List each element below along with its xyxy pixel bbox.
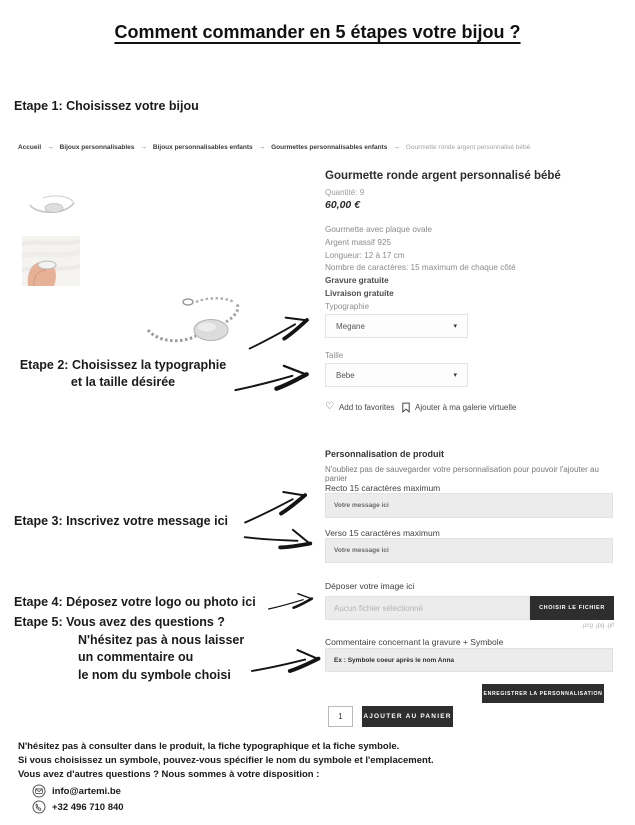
step5-label: [14, 614, 244, 684]
add-to-cart-label: AJOUTER AU PANIER: [363, 713, 452, 720]
product-details: [325, 224, 516, 301]
detail-line: Nombre de caractères: 15 maximum de chaque côté: [325, 263, 516, 273]
product-quantity-label: Quantité: 9: [325, 188, 365, 197]
page-title: [0, 22, 635, 43]
arrow-icon-step3-verso: [242, 514, 321, 561]
bracelet-main-image: [138, 290, 256, 348]
bracelet-thumb-image: [24, 187, 80, 221]
detail-line: Longueur: 12 à 17 cm: [325, 250, 405, 260]
typography-label: Typographie: [325, 302, 370, 311]
footer-line1: N'hésitez pas à consulter dans le produit, la fiche typographique et la fiche symbole.: [18, 741, 400, 752]
product-thumbnail-baby-photo[interactable]: [22, 236, 80, 286]
chevron-down-icon: ▾: [453, 372, 457, 379]
step3-label: Etape 3: Inscrivez votre message ici: [14, 514, 228, 528]
product-main-image[interactable]: [138, 290, 256, 348]
step2-line2: et la taille désirée: [70, 375, 176, 389]
step5-line2: N'hésitez pas à nous laisser: [78, 632, 245, 647]
save-personalization-label: ENREGISTRER LA PERSONNALISATION: [483, 690, 603, 697]
bookmark-icon: [402, 402, 410, 413]
step5-line3: un commentaire ou: [78, 650, 194, 664]
breadcrumb-separator-icon: →: [393, 144, 400, 151]
breadcrumb-item-bijoux-enfants[interactable]: Bijoux personnalisables enfants: [152, 144, 253, 151]
add-to-gallery-button[interactable]: [402, 402, 516, 413]
arrow-icon-step5-comment: [250, 647, 326, 676]
page-title-text: Comment commander en 5 étapes votre bijou ?: [114, 22, 521, 42]
arrow-icon-step2-size: [232, 362, 315, 396]
typography-selected-value: Megane: [336, 321, 365, 331]
product-title: Gourmette ronde argent personnalisé bébé: [325, 170, 561, 182]
breadcrumb-separator-icon: →: [140, 144, 147, 151]
arrow-icon-step3-recto: [238, 482, 317, 527]
quantity-input[interactable]: [328, 706, 353, 727]
verso-label: Verso 15 caractères maximum: [325, 528, 440, 538]
add-to-favorites-button[interactable]: [325, 402, 395, 412]
choose-file-button[interactable]: [530, 596, 614, 620]
breadcrumb-separator-icon: →: [47, 144, 54, 151]
comment-input[interactable]: [325, 648, 613, 672]
breadcrumb-item-gourmettes-enfants[interactable]: Gourmettes personnalisables enfants: [271, 144, 388, 151]
phone-text: +32 496 710 840: [52, 801, 124, 813]
save-personalization-button[interactable]: [482, 684, 604, 703]
choose-file-label: CHOISIR LE FICHIER: [539, 605, 605, 611]
step1-label: Etape 1: Choisissez votre bijou: [14, 99, 199, 113]
arrow-icon-step4-upload: [267, 591, 318, 613]
breadcrumb-current: Gourmette ronde argent personnalisé bébé: [405, 144, 531, 151]
chevron-down-icon: ▾: [453, 323, 457, 330]
size-select[interactable]: [325, 363, 468, 387]
personalization-title: Personnalisation de produit: [325, 449, 445, 459]
step2-line1: Etape 2: Choisissez la typographie: [19, 358, 227, 372]
breadcrumb-separator-icon: →: [258, 144, 266, 151]
footer-line2: Si vous choisissez un symbole, pouvez-vous spécifier le nom du symbole et l'emplacement.: [18, 755, 434, 766]
baby-photo-image: [22, 236, 80, 286]
breadcrumb-item-bijoux-personnalisables[interactable]: Bijoux personnalisables: [59, 144, 135, 151]
comment-label: Commentaire concernant la gravure + Symbole: [325, 637, 504, 647]
personalization-subtitle: N'oubliez pas de sauvegarder votre personnalisation pour pouvoir l'ajouter au panier: [325, 465, 599, 483]
gallery-label: Ajouter à ma galerie virtuelle: [415, 403, 517, 412]
breadcrumb-item-accueil[interactable]: Accueil: [18, 144, 42, 151]
email-text: info@artemi.be: [52, 785, 121, 797]
size-selected-value: Bebe: [336, 370, 355, 380]
detail-line-shipping: Livraison gratuite: [325, 288, 394, 298]
detail-line: Argent massif 925: [325, 237, 391, 247]
add-to-cart-button[interactable]: [362, 706, 453, 727]
typography-select[interactable]: [325, 314, 468, 338]
phone-icon: [32, 800, 46, 814]
detail-line-engraving: Gravure gratuite: [325, 276, 389, 286]
footer-line3: Vous avez d'autres questions ? Nous sommes à votre disposition :: [18, 769, 320, 780]
contact-phone: [32, 800, 124, 814]
email-icon: [32, 784, 46, 798]
file-name-input[interactable]: [325, 596, 530, 620]
breadcrumb: [18, 144, 530, 151]
product-price: 60,00 €: [325, 199, 361, 211]
detail-line: Gourmette avec plaque ovale: [325, 225, 432, 234]
step5-line4: le nom du symbole choisi: [78, 667, 231, 682]
verso-input[interactable]: [325, 538, 613, 563]
size-label: Taille: [325, 351, 344, 360]
image-upload-label: Déposer votre image ici: [325, 581, 415, 591]
recto-input[interactable]: [325, 493, 613, 518]
file-types-hint: .png .jpg .gif: [581, 623, 614, 629]
product-thumbnail-bracelet[interactable]: [24, 187, 80, 221]
favorites-label: Add to favorites: [338, 402, 395, 412]
recto-label: Recto 15 caractères maximum: [325, 483, 441, 493]
step4-label: Etape 4: Déposez votre logo ou photo ici: [14, 595, 256, 609]
step5-line1: Etape 5: Vous avez des questions ?: [14, 615, 225, 629]
contact-email: [32, 784, 121, 798]
heart-icon: ♡: [325, 401, 334, 412]
step2-label: [12, 357, 234, 391]
